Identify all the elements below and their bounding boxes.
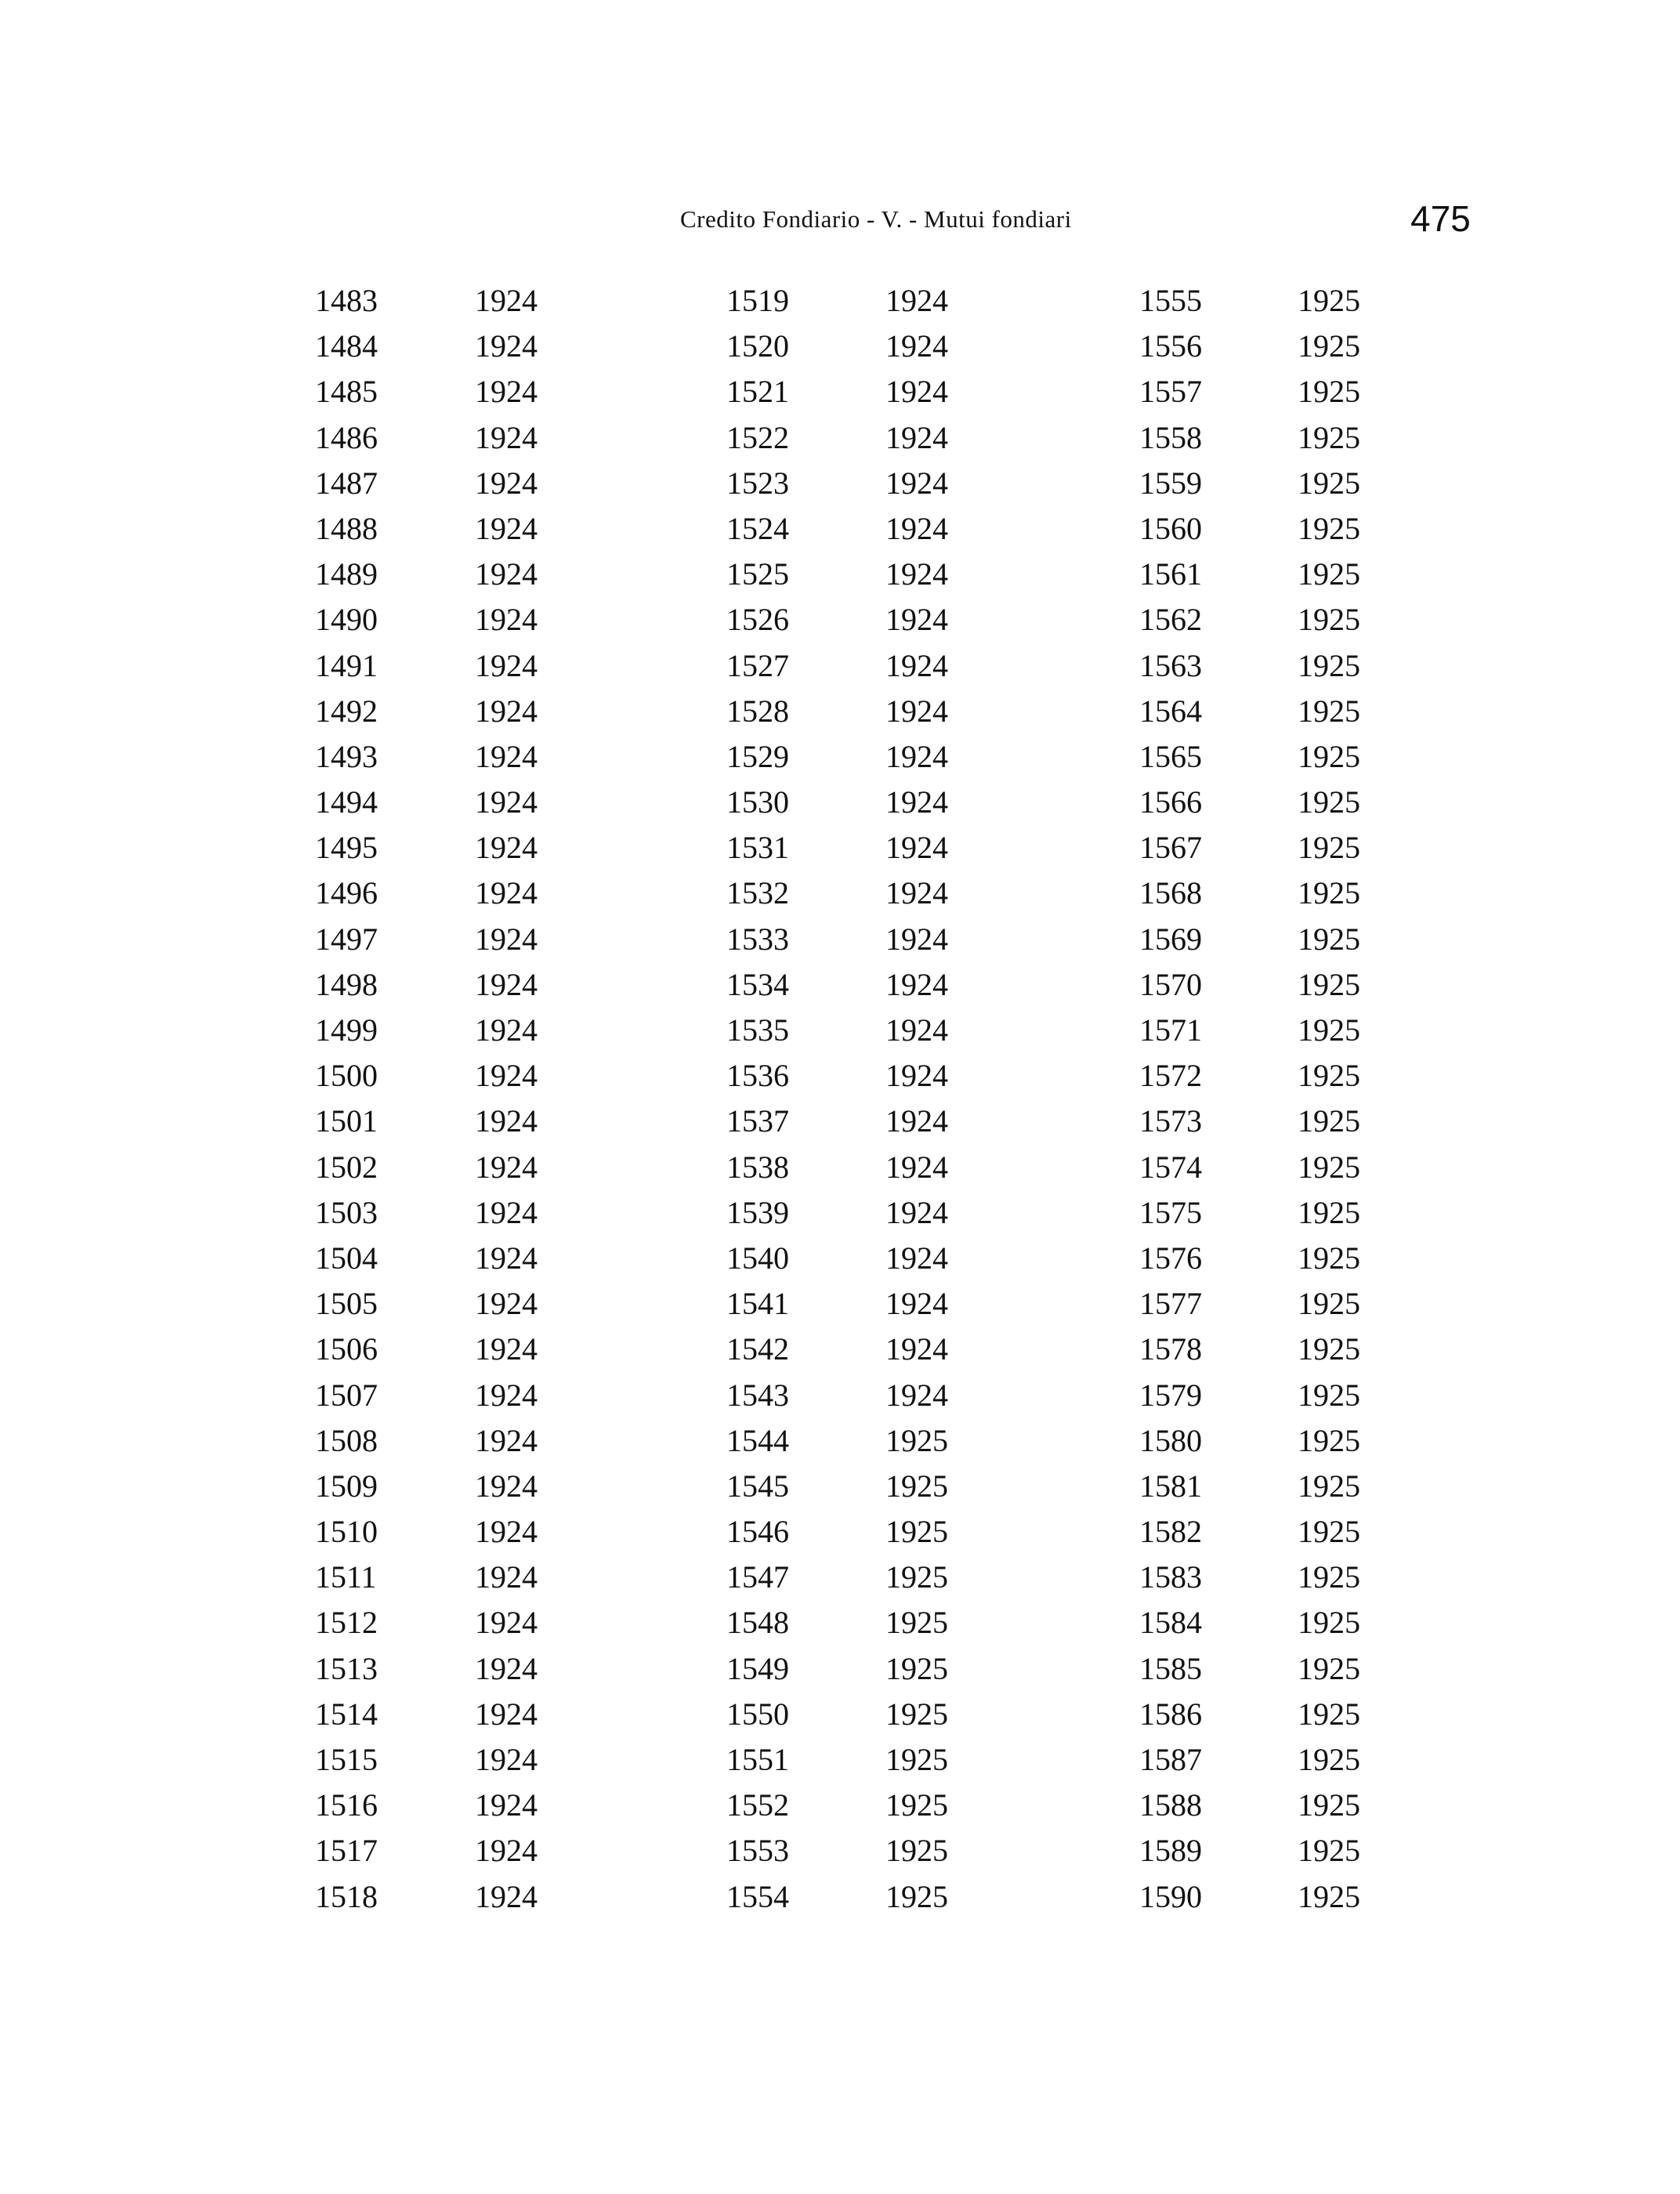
loan-number-cell: 1493 bbox=[315, 738, 378, 774]
year-cell: 1925 bbox=[1298, 1103, 1360, 1139]
loan-number-cell: 1581 bbox=[1139, 1468, 1202, 1504]
year-cell: 1924 bbox=[475, 1650, 538, 1686]
loan-number-cell: 1532 bbox=[726, 875, 789, 911]
year-cell: 1924 bbox=[475, 1377, 538, 1413]
year-cell: 1925 bbox=[885, 1650, 948, 1686]
year-cell: 1925 bbox=[1298, 875, 1360, 911]
loan-number-cell: 1547 bbox=[726, 1559, 789, 1595]
loan-number-cell: 1570 bbox=[1139, 966, 1202, 1002]
year-cell: 1925 bbox=[1298, 1149, 1360, 1185]
year-cell: 1925 bbox=[885, 1514, 948, 1550]
loan-number-cell: 1492 bbox=[315, 693, 378, 729]
year-cell: 1925 bbox=[885, 1605, 948, 1641]
loan-number-cell: 1569 bbox=[1139, 921, 1202, 957]
loan-number-cell: 1549 bbox=[726, 1650, 789, 1686]
loan-number-cell: 1519 bbox=[726, 283, 789, 318]
loan-number-cell: 1495 bbox=[315, 830, 378, 866]
year-cell: 1924 bbox=[475, 1833, 538, 1869]
loan-number-cell: 1504 bbox=[315, 1240, 378, 1276]
loan-number-cell: 1555 bbox=[1139, 283, 1202, 318]
loan-number-cell: 1583 bbox=[1139, 1559, 1202, 1595]
loan-number-cell: 1484 bbox=[315, 328, 378, 364]
loan-number-cell: 1517 bbox=[315, 1833, 378, 1869]
running-title: Credito Fondiario - V. - Mutui fondiari bbox=[680, 205, 1072, 233]
loan-number-cell: 1513 bbox=[315, 1650, 378, 1686]
year-cell: 1924 bbox=[475, 419, 538, 455]
year-cell: 1925 bbox=[1298, 738, 1360, 774]
loan-number-cell: 1590 bbox=[1139, 1878, 1202, 1914]
year-cell: 1924 bbox=[885, 784, 948, 820]
loan-number-cell: 1485 bbox=[315, 374, 378, 410]
year-cell: 1925 bbox=[1298, 1058, 1360, 1094]
loan-number-cell: 1539 bbox=[726, 1194, 789, 1230]
page-number: 475 bbox=[1410, 198, 1471, 239]
loan-number-cell: 1499 bbox=[315, 1012, 378, 1048]
loan-number-cell: 1557 bbox=[1139, 374, 1202, 410]
year-cell: 1925 bbox=[1298, 328, 1360, 364]
year-cell: 1924 bbox=[475, 1605, 538, 1641]
year-cell: 1925 bbox=[1298, 374, 1360, 410]
loan-number-cell: 1533 bbox=[726, 921, 789, 957]
block-2-year-column bbox=[885, 278, 948, 1920]
loan-number-cell: 1573 bbox=[1139, 1103, 1202, 1139]
year-cell: 1924 bbox=[475, 1742, 538, 1777]
year-cell: 1924 bbox=[885, 647, 948, 683]
loan-number-cell: 1540 bbox=[726, 1240, 789, 1276]
loan-number-cell: 1580 bbox=[1139, 1422, 1202, 1458]
year-cell: 1925 bbox=[1298, 1286, 1360, 1322]
year-cell: 1924 bbox=[475, 875, 538, 911]
year-cell: 1924 bbox=[885, 1240, 948, 1276]
loan-number-cell: 1535 bbox=[726, 1012, 789, 1048]
year-cell: 1924 bbox=[475, 465, 538, 501]
year-cell: 1924 bbox=[475, 1696, 538, 1732]
loan-number-cell: 1575 bbox=[1139, 1194, 1202, 1230]
loan-number-cell: 1564 bbox=[1139, 693, 1202, 729]
loan-number-cell: 1508 bbox=[315, 1422, 378, 1458]
loan-number-cell: 1520 bbox=[726, 328, 789, 364]
year-cell: 1925 bbox=[1298, 1878, 1360, 1914]
year-cell: 1924 bbox=[885, 1331, 948, 1367]
block-1-number-column bbox=[315, 278, 378, 1920]
loan-number-cell: 1537 bbox=[726, 1103, 789, 1139]
loan-number-cell: 1572 bbox=[1139, 1058, 1202, 1094]
year-cell: 1925 bbox=[885, 1787, 948, 1823]
loan-number-cell: 1530 bbox=[726, 784, 789, 820]
loan-number-cell: 1498 bbox=[315, 966, 378, 1002]
loan-number-cell: 1544 bbox=[726, 1422, 789, 1458]
year-cell: 1925 bbox=[1298, 1422, 1360, 1458]
year-cell: 1924 bbox=[475, 1331, 538, 1367]
loan-number-cell: 1524 bbox=[726, 510, 789, 546]
year-cell: 1925 bbox=[885, 1742, 948, 1777]
year-cell: 1925 bbox=[1298, 602, 1360, 638]
year-cell: 1924 bbox=[885, 510, 948, 546]
loan-number-cell: 1534 bbox=[726, 966, 789, 1002]
year-cell: 1924 bbox=[885, 465, 948, 501]
year-cell: 1924 bbox=[475, 1012, 538, 1048]
year-cell: 1925 bbox=[885, 1422, 948, 1458]
loan-number-cell: 1562 bbox=[1139, 602, 1202, 638]
year-cell: 1924 bbox=[885, 693, 948, 729]
year-cell: 1924 bbox=[885, 875, 948, 911]
year-cell: 1924 bbox=[475, 693, 538, 729]
loan-number-cell: 1584 bbox=[1139, 1605, 1202, 1641]
year-cell: 1924 bbox=[475, 1149, 538, 1185]
year-cell: 1924 bbox=[885, 1103, 948, 1139]
loan-number-cell: 1514 bbox=[315, 1696, 378, 1732]
loan-number-cell: 1567 bbox=[1139, 830, 1202, 866]
year-cell: 1925 bbox=[1298, 1605, 1360, 1641]
year-cell: 1924 bbox=[885, 556, 948, 592]
loan-number-cell: 1497 bbox=[315, 921, 378, 957]
loan-number-cell: 1506 bbox=[315, 1331, 378, 1367]
loan-number-cell: 1487 bbox=[315, 465, 378, 501]
year-cell: 1925 bbox=[1298, 921, 1360, 957]
year-cell: 1924 bbox=[475, 1422, 538, 1458]
loan-number-cell: 1576 bbox=[1139, 1240, 1202, 1276]
loan-number-cell: 1543 bbox=[726, 1377, 789, 1413]
year-cell: 1924 bbox=[885, 1194, 948, 1230]
year-cell: 1925 bbox=[1298, 1696, 1360, 1732]
loan-number-cell: 1494 bbox=[315, 784, 378, 820]
loan-number-cell: 1538 bbox=[726, 1149, 789, 1185]
loan-number-cell: 1512 bbox=[315, 1605, 378, 1641]
year-cell: 1925 bbox=[1298, 1012, 1360, 1048]
loan-number-cell: 1559 bbox=[1139, 465, 1202, 501]
year-cell: 1925 bbox=[1298, 419, 1360, 455]
year-cell: 1924 bbox=[475, 738, 538, 774]
year-cell: 1924 bbox=[885, 1286, 948, 1322]
year-cell: 1924 bbox=[885, 830, 948, 866]
block-3-year-column bbox=[1298, 278, 1360, 1920]
loan-number-cell: 1526 bbox=[726, 602, 789, 638]
loan-number-cell: 1531 bbox=[726, 830, 789, 866]
year-cell: 1925 bbox=[885, 1696, 948, 1732]
loan-number-cell: 1502 bbox=[315, 1149, 378, 1185]
loan-number-cell: 1511 bbox=[315, 1559, 377, 1595]
year-cell: 1924 bbox=[475, 830, 538, 866]
loan-number-cell: 1523 bbox=[726, 465, 789, 501]
loan-number-cell: 1501 bbox=[315, 1103, 378, 1139]
loan-number-cell: 1527 bbox=[726, 647, 789, 683]
year-cell: 1924 bbox=[475, 1194, 538, 1230]
year-cell: 1924 bbox=[475, 510, 538, 546]
year-cell: 1924 bbox=[475, 556, 538, 592]
loan-number-cell: 1488 bbox=[315, 510, 378, 546]
year-cell: 1925 bbox=[1298, 1833, 1360, 1869]
loan-number-cell: 1561 bbox=[1139, 556, 1202, 592]
year-cell: 1924 bbox=[885, 921, 948, 957]
loan-number-cell: 1521 bbox=[726, 374, 789, 410]
year-cell: 1924 bbox=[475, 1468, 538, 1504]
loan-number-cell: 1486 bbox=[315, 419, 378, 455]
loan-number-cell: 1505 bbox=[315, 1286, 378, 1322]
year-cell: 1925 bbox=[1298, 966, 1360, 1002]
year-cell: 1925 bbox=[1298, 465, 1360, 501]
year-cell: 1924 bbox=[885, 328, 948, 364]
loan-number-cell: 1582 bbox=[1139, 1514, 1202, 1550]
loan-number-cell: 1528 bbox=[726, 693, 789, 729]
year-cell: 1925 bbox=[885, 1468, 948, 1504]
year-cell: 1924 bbox=[885, 283, 948, 318]
year-cell: 1925 bbox=[1298, 1514, 1360, 1550]
loan-number-cell: 1553 bbox=[726, 1833, 789, 1869]
loan-number-cell: 1574 bbox=[1139, 1149, 1202, 1185]
year-cell: 1925 bbox=[1298, 1377, 1360, 1413]
year-cell: 1925 bbox=[1298, 510, 1360, 546]
loan-number-cell: 1556 bbox=[1139, 328, 1202, 364]
loan-number-cell: 1585 bbox=[1139, 1650, 1202, 1686]
year-cell: 1924 bbox=[885, 738, 948, 774]
year-cell: 1924 bbox=[475, 328, 538, 364]
loan-number-cell: 1541 bbox=[726, 1286, 789, 1322]
loan-number-cell: 1546 bbox=[726, 1514, 789, 1550]
year-cell: 1924 bbox=[475, 1787, 538, 1823]
year-cell: 1925 bbox=[1298, 1331, 1360, 1367]
year-cell: 1924 bbox=[475, 966, 538, 1002]
loan-number-cell: 1503 bbox=[315, 1194, 378, 1230]
loan-number-cell: 1560 bbox=[1139, 510, 1202, 546]
year-cell: 1925 bbox=[1298, 693, 1360, 729]
year-cell: 1924 bbox=[885, 419, 948, 455]
year-cell: 1925 bbox=[1298, 784, 1360, 820]
loan-number-cell: 1489 bbox=[315, 556, 378, 592]
loan-number-cell: 1589 bbox=[1139, 1833, 1202, 1869]
year-cell: 1925 bbox=[885, 1559, 948, 1595]
year-cell: 1925 bbox=[1298, 830, 1360, 866]
year-cell: 1925 bbox=[1298, 647, 1360, 683]
year-cell: 1924 bbox=[885, 1149, 948, 1185]
loan-number-cell: 1483 bbox=[315, 283, 378, 318]
year-cell: 1924 bbox=[475, 283, 538, 318]
year-cell: 1924 bbox=[885, 1012, 948, 1048]
year-cell: 1924 bbox=[475, 1514, 538, 1550]
year-cell: 1925 bbox=[1298, 1468, 1360, 1504]
loan-number-cell: 1554 bbox=[726, 1878, 789, 1914]
loan-number-cell: 1515 bbox=[315, 1742, 378, 1777]
year-cell: 1925 bbox=[885, 1833, 948, 1869]
year-cell: 1924 bbox=[475, 1240, 538, 1276]
year-cell: 1925 bbox=[1298, 1650, 1360, 1686]
loan-number-cell: 1566 bbox=[1139, 784, 1202, 820]
loan-number-cell: 1536 bbox=[726, 1058, 789, 1094]
year-cell: 1925 bbox=[1298, 1787, 1360, 1823]
loan-number-cell: 1551 bbox=[726, 1742, 789, 1777]
loan-number-cell: 1578 bbox=[1139, 1331, 1202, 1367]
loan-number-cell: 1509 bbox=[315, 1468, 378, 1504]
loan-number-cell: 1529 bbox=[726, 738, 789, 774]
year-cell: 1925 bbox=[1298, 283, 1360, 318]
year-cell: 1925 bbox=[1298, 1559, 1360, 1595]
year-cell: 1924 bbox=[885, 374, 948, 410]
year-cell: 1924 bbox=[475, 1058, 538, 1094]
block-2-number-column bbox=[726, 278, 789, 1920]
year-cell: 1925 bbox=[885, 1878, 948, 1914]
loan-number-cell: 1577 bbox=[1139, 1286, 1202, 1322]
loan-number-cell: 1579 bbox=[1139, 1377, 1202, 1413]
loan-number-cell: 1496 bbox=[315, 875, 378, 911]
year-cell: 1924 bbox=[475, 1559, 538, 1595]
year-cell: 1925 bbox=[1298, 1742, 1360, 1777]
loan-number-cell: 1510 bbox=[315, 1514, 378, 1550]
year-cell: 1924 bbox=[475, 784, 538, 820]
loan-number-cell: 1587 bbox=[1139, 1742, 1202, 1777]
loan-number-cell: 1571 bbox=[1139, 1012, 1202, 1048]
year-cell: 1924 bbox=[475, 1103, 538, 1139]
year-cell: 1924 bbox=[475, 647, 538, 683]
loan-number-cell: 1490 bbox=[315, 602, 378, 638]
block-3-number-column bbox=[1139, 278, 1202, 1920]
year-cell: 1924 bbox=[475, 602, 538, 638]
loan-number-cell: 1491 bbox=[315, 647, 378, 683]
loan-number-cell: 1563 bbox=[1139, 647, 1202, 683]
loan-number-cell: 1550 bbox=[726, 1696, 789, 1732]
year-cell: 1925 bbox=[1298, 1194, 1360, 1230]
loan-number-cell: 1516 bbox=[315, 1787, 378, 1823]
loan-number-cell: 1548 bbox=[726, 1605, 789, 1641]
loan-number-cell: 1522 bbox=[726, 419, 789, 455]
loan-number-cell: 1545 bbox=[726, 1468, 789, 1504]
loan-number-cell: 1542 bbox=[726, 1331, 789, 1367]
year-cell: 1924 bbox=[885, 1377, 948, 1413]
loan-number-cell: 1552 bbox=[726, 1787, 789, 1823]
loan-number-cell: 1586 bbox=[1139, 1696, 1202, 1732]
loan-number-cell: 1525 bbox=[726, 556, 789, 592]
loan-number-cell: 1507 bbox=[315, 1377, 378, 1413]
year-cell: 1924 bbox=[475, 374, 538, 410]
year-cell: 1924 bbox=[885, 602, 948, 638]
year-cell: 1924 bbox=[475, 921, 538, 957]
year-cell: 1924 bbox=[885, 1058, 948, 1094]
loan-number-cell: 1518 bbox=[315, 1878, 378, 1914]
loan-number-cell: 1500 bbox=[315, 1058, 378, 1094]
year-cell: 1924 bbox=[475, 1878, 538, 1914]
year-cell: 1924 bbox=[475, 1286, 538, 1322]
loan-number-cell: 1565 bbox=[1139, 738, 1202, 774]
loan-number-cell: 1588 bbox=[1139, 1787, 1202, 1823]
loan-number-cell: 1558 bbox=[1139, 419, 1202, 455]
year-cell: 1925 bbox=[1298, 556, 1360, 592]
year-cell: 1925 bbox=[1298, 1240, 1360, 1276]
year-cell: 1924 bbox=[885, 966, 948, 1002]
block-1-year-column bbox=[475, 278, 538, 1920]
loan-number-cell: 1568 bbox=[1139, 875, 1202, 911]
